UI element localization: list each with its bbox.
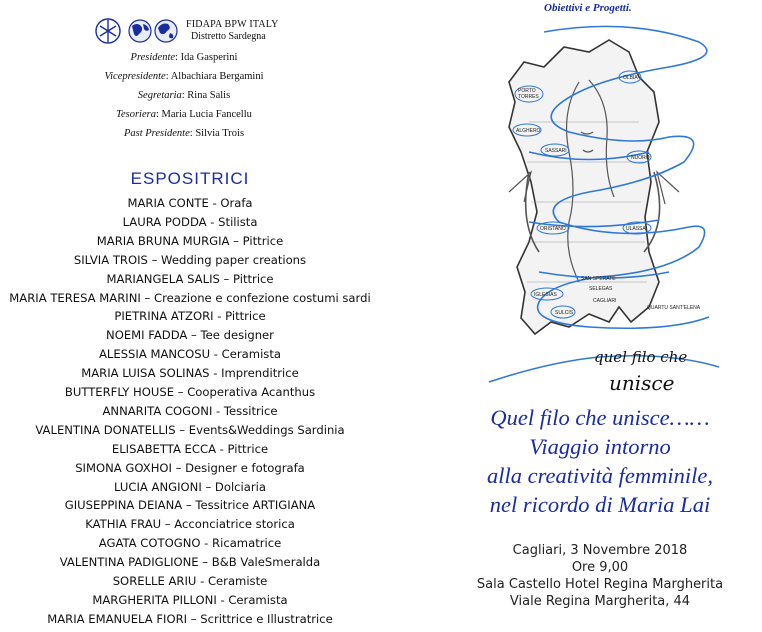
officer-row: Past Presidente: Silvia Trois [123,128,245,139]
town-porto-torres: PORTO [518,88,536,94]
town-cagliari: CAGLIARI [593,298,617,304]
officer-role: Vicepresidente [104,71,166,82]
org-district: Distretto Sardegna [191,31,266,42]
exhibitor-item: GIUSEPPINA DEIANA – Tessitrice ARTIGIANA [64,498,316,513]
town-alghero: ALGHERO [516,128,541,134]
event-title-line: alla creatività femminile, [487,463,713,488]
officer-row: Vicepresidente: Albachiara Bergamini [104,71,264,82]
fidapa-emblem-icon [96,19,120,43]
event-info-line: Ore 9,00 [571,560,629,575]
officer-role: Presidente [130,52,176,63]
svg-text:quel filo che: quel filo che [594,348,688,366]
town-san-sperate: SAN SPERATE [581,276,616,282]
exhibitor-item: MARGHERITA PILLONI - Ceramista [92,592,288,607]
town-selegas: SELEGAS [589,286,613,292]
exhibitor-item: NOEMI FADDA – Tee designer [106,328,274,343]
town-sassari: SASSARI [545,148,567,154]
officer-name: Albachiara Bergamini [170,71,264,82]
officer-role: Segretaria [137,90,182,101]
fidapa-logos [94,16,182,46]
handwritten-caption [594,348,687,395]
officer-name: Silvia Trois [195,128,245,139]
officer-name: Maria Lucia Fancellu [161,109,252,120]
partial-top-text: Obiettivi e Progetti. [544,2,632,14]
exhibitor-item: ALESSIA MANCOSU - Ceramista [98,347,281,362]
exhibitor-item: VALENTINA DONATELLIS – Events&Weddings Sardinia [35,422,345,437]
officer-name: Rina Salis [187,90,231,101]
exhibitor-item: PIETRINA ATZORI - Pittrice [114,309,266,324]
exhibitors-title: ESPOSITRICI [130,169,250,188]
town-quartu: QUARTU SANT'ELENA [647,305,701,311]
exhibitor-item: KATHIA FRAU – Acconciatrice storica [85,517,295,532]
officer-row: Segretaria: Rina Salis [137,90,231,101]
town-nuoro: NUORO [631,155,650,161]
sardinia-illustration [469,22,727,400]
exhibitor-item: LAURA PODDA - Stilista [122,214,258,229]
globe-right-icon [155,20,177,42]
officer-role: Past Presidente [123,128,190,139]
town-sulcis: SULCIS [555,310,574,316]
exhibitor-item: MARIA BRUNA MURGIA – Pittrice [96,233,284,248]
town-oristano: ORISTANO [540,226,566,232]
globe-left-icon [129,20,151,42]
event-title-line: Viaggio intorno [529,434,671,459]
exhibitor-item: MARIA CONTE - Orafa [127,196,253,210]
officer-role: Tesoriera [116,109,156,120]
org-name: FIDAPA BPW ITALY [186,19,279,30]
exhibitor-item: ANNARITA COGONI - Tessitrice [102,403,278,418]
event-title-line: nel ricordo di Maria Lai [489,492,711,517]
exhibitor-item: MARIA TERESA MARINI – Creazione e confezione costumi sardi [9,290,371,305]
svg-text:unisce: unisce [609,371,675,395]
event-info-line: Cagliari, 3 Novembre 2018 [512,543,688,558]
event-info-line: Sala Castello Hotel Regina Margherita [476,577,724,592]
exhibitor-item: SILVIA TROIS – Wedding paper creations [73,252,307,267]
town-olbia: OLBIA [623,75,638,81]
exhibitor-item: SIMONA GOXHOI – Designer e fotografa [75,460,305,475]
exhibitor-item: AGATA COTOGNO - Ricamatrice [98,536,282,551]
town-ulassai: ULASSAI [626,226,648,232]
officer-name: Ida Gasperini [180,52,238,63]
event-title-line: Quel filo che unisce…… [490,405,710,430]
exhibitor-item: MARIA EMANUELA FIORI – Scrittrice e Illustratrice [47,611,333,626]
exhibitor-item: ELISABETTA ECCA - Pittrice [111,441,269,456]
sardinia-outline [509,40,659,334]
exhibitor-item: VALENTINA PADIGLIONE – B&B ValeSmeralda [59,555,321,570]
event-info-line: Viale Regina Margherita, 44 [509,594,691,609]
officer-row: Tesoriera: Maria Lucia Fancellu [116,109,252,120]
officer-row: Presidente: Ida Gasperini [130,52,238,63]
exhibitor-item: BUTTERFLY HOUSE – Cooperativa Acanthus [64,385,316,399]
exhibitor-item: MARIA LUISA SOLINAS - Imprenditrice [81,366,299,381]
exhibitor-item: MARIANGELA SALIS – Pittrice [106,271,274,286]
exhibitor-item: SORELLE ARIU - Ceramiste [112,574,268,588]
town-iglesias: IGLESIAS [534,292,557,298]
exhibitor-item: LUCIA ANGIONI – Dolciaria [114,479,266,494]
svg-text:TORRES: TORRES [518,94,539,100]
